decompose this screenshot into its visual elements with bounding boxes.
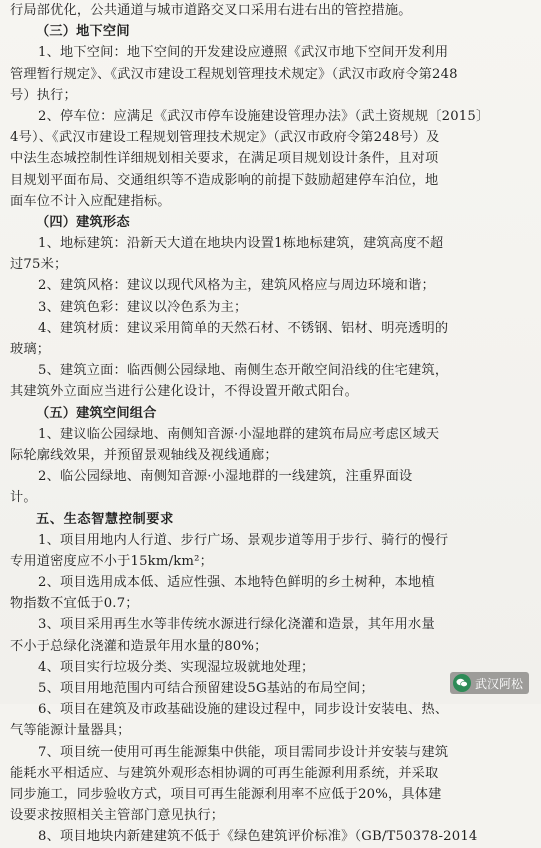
text-line: 3、建筑色彩：建议以冷色系为主； — [38, 299, 248, 315]
text-line: 2、项目选用成本低、适应性强、本地特色鲜明的乡土树种，本地植 — [38, 575, 435, 591]
text-line: 5、建筑立面：临西侧公园绿地、南侧生态开敞空间沿线的住宅建筑， — [38, 363, 449, 379]
text-line: 2、临公园绿地、南侧知音源·小湿地群的一线建筑，注重界面设 — [38, 469, 413, 485]
text-line: 不小于总绿化浇灌和造景年用水量的80%； — [10, 638, 268, 654]
text-line: 中法生态城控制性详细规划相关要求，在满足项目规划设计条件，且对项 — [10, 151, 439, 167]
text-line: 设要求按照相关主管部门意见执行； — [10, 808, 225, 824]
text-line: 行局部优化，公共通道与城市道路交叉口采用右进右出的管控措施。 — [10, 3, 412, 18]
text-line: 同步施工，同步验收方式，项目可再生能源利用率不应低于20%，具体建 — [10, 786, 442, 802]
watermark-label: 武汉阿松 — [474, 676, 523, 691]
text-line: 气等能源计量器具； — [10, 723, 131, 739]
text-line: 过75米； — [10, 257, 68, 273]
text-line: 1、地标建筑：沿新天大道在地块内设置1栋地标建筑，建筑高度不超 — [38, 236, 444, 252]
document-body — [10, 0, 536, 848]
text-line: 6、项目在建筑及市政基础设施的建设过程中，同步设计安装电、热、 — [38, 702, 449, 718]
text-line: 目规划平面布局、交通组织等不造成影响的前提下鼓励超建停车泊位，地 — [10, 172, 439, 188]
text-line: 8、项目地块内新建建筑不低于《绿色建筑评价标准》（GB/T50378-2014 — [38, 829, 478, 845]
text-line: 1、项目用地内人行道、步行广场、景观步道等用于步行、骑行的慢行 — [38, 532, 449, 548]
section-heading: （五）建筑空间组合 — [36, 405, 157, 421]
text-line: 际轮廓线效果，并预留景观轴线及视线通廊； — [10, 447, 278, 463]
text-line: 4、建筑材质：建议采用简单的天然石材、不锈钢、铝材、明亮透明的 — [38, 320, 449, 336]
text-line: 4号）、《武汉市建设工程规划管理技术规定》（武汉市政府令第248号）及 — [10, 130, 440, 146]
text-line: 玻璃； — [10, 342, 51, 357]
text-line: 2、停车位：应满足《武汉市停车设施建设管理办法》（武土资规规〔2015〕 — [38, 108, 490, 124]
text-line: 1、建议临公园绿地、南侧知音源·小湿地群的建筑布局应考虑区域天 — [38, 426, 440, 442]
section-heading: （四）建筑形态 — [36, 214, 130, 230]
text-line: 其建筑外立面应当进行公建化设计，不得设置开敞式阳台。 — [10, 384, 359, 400]
text-line: 1、地下空间：地下空间的开发建设应遵照《武汉市地下空间开发利用 — [38, 45, 449, 61]
text-line: 号）执行； — [10, 87, 77, 103]
text-line: 管理暂行规定》、《武汉市建设工程规划管理技术规定》（武汉市政府令第248 — [10, 66, 458, 82]
text-line: 计。 — [10, 490, 37, 506]
watermark — [450, 672, 529, 694]
text-line: 物指数不宜低于0.7； — [10, 596, 139, 612]
text-line: 3、项目采用再生水等非传统水源进行绿化浇灌和造景，其年用水量 — [38, 617, 435, 633]
text-line: 专用道密度应不小于15km/km²； — [10, 553, 213, 569]
wechat-icon — [453, 674, 471, 692]
text-line: 7、项目统一使用可再生能源集中供能，项目需同步设计并安装与建筑 — [38, 744, 449, 760]
text-line: 面车位不计入应配建指标。 — [10, 193, 171, 209]
section-heading: （三）地下空间 — [36, 24, 130, 40]
text-line: 4、项目实行垃圾分类、实现湿垃圾就地处理； — [38, 659, 315, 675]
text-line: 5、项目用地范围内可结合预留建设5G基站的布局空间； — [38, 681, 374, 696]
text-line: 能耗水平相适应、与建筑外观形态相协调的可再生能源利用系统，并采取 — [10, 765, 439, 781]
text-line: 2、建筑风格：建议以现代风格为主，建筑风格应与周边环境和谐； — [38, 278, 435, 294]
section-heading: 五、生态智慧控制要求 — [36, 511, 174, 527]
